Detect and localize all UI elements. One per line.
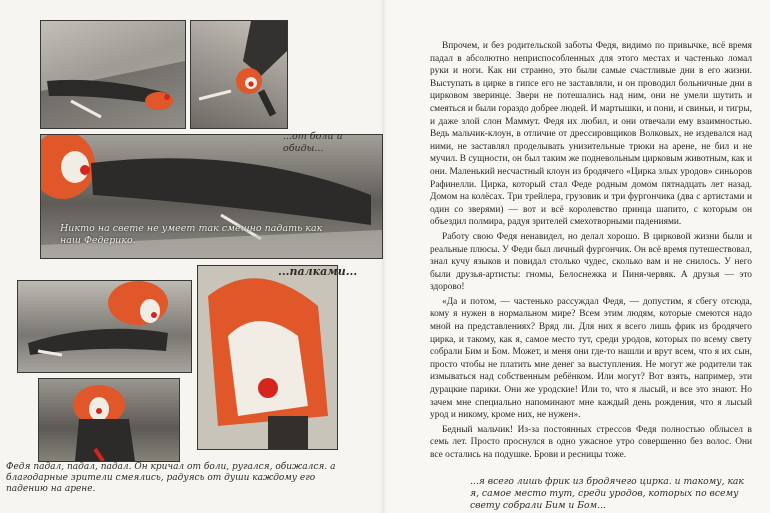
fallen-clown-drawing bbox=[41, 21, 185, 128]
caption-sticks: ...палками... bbox=[278, 265, 358, 278]
crouching-clown-drawing bbox=[39, 379, 179, 461]
paragraph: «Да и потом, — частенько рассуждал Федя, — допустим, я сбегу отсюда, кому я нужен в нормальном мире? Всем этим людям, которые смеются надо мной на представлениях? Вряд ли. Для них я всего лишь фрик из бродячего цирка, и такому, как я, самое место тут, среди уродов, которых по всему свету собрали Бим и Бом. Может, и меня они где-то нашли и врут всем, что я их сын, просто чтобы не платить мне денег за выступления. Не могут же родители так измываться над собственным ребёнком. Или могут? Вот взять, например, эти дурацкие парики. Они же уродские! Или то, что я лысый, и все это знают. Но зачем мне специально напоминают мне каждый день рождения, что я лысый урод и никому, кроме них, не нужен». bbox=[430, 296, 752, 421]
body-text bbox=[430, 40, 752, 462]
illustration-panel-crying-clown bbox=[197, 265, 338, 450]
paragraph: Бедный мальчик! Из-за постоянных стрессов Федя полностью облысел в семь лет. Просто проснулся в одно ужасное утро совершенно без волос. Они все остались на подушке. Брови и ресницы тоже. bbox=[430, 424, 752, 460]
book-gutter bbox=[382, 0, 390, 513]
caption-freak: ...я всего лишь фрик из бродячего цирка. и такому, как я, самое место тут, среди уродов, которых по всему свету собрали Бим и Бом... bbox=[470, 476, 744, 511]
caption-no-one-falls-funny: Никто на свете не умеет так смешно падать как наш Федерико. bbox=[60, 223, 323, 246]
crying-clown-drawing bbox=[198, 266, 337, 449]
illustration-panel-falling-clown bbox=[190, 20, 288, 129]
falling-clown-drawing bbox=[191, 21, 287, 128]
lying-clown-drawing bbox=[18, 281, 191, 372]
caption-fedya-fell: Федя падал, падал, падал. Он кричал от боли, ругался, обижался. а благодарные зрители смеялись, радуясь от души каждому его падению на арене. bbox=[6, 462, 336, 494]
illustration-panel-crouching-clown bbox=[38, 378, 180, 462]
illustration-panel-fallen-clown bbox=[40, 20, 186, 129]
paragraph: Впрочем, и без родительской заботы Федя, видимо по привычке, всё время падал в абсолютно неприспособленных для этого местах и частенько ломал руки и ноги. Как ни странно, это были самые счастливые дни в его жизни. Выступать в цирке в гипсе его не заставляли, и он проводил больничные дни в цирковом зверинце. Звери не потешались над ним, они не умели шутить и смеяться и были гораздо добрее людей. И мартышки, и пони, и свиньи, и тигры, и даже злой слон Маммут. Федя их любил, и они отвечали ему взаимностью. Ведь мальчик-клоун, в отличие от дрессировщиков Волковых, не издевался над ними, не заставлял проделывать унизительные трюки на арене, не бил и не мучил. В сущности, он был таким же подневольным цирковым животным, как и они. Маленький несчастный клоун из бродячего «Цирка злых уродов» синьоров Рафинелли. Цирка, который стал Феде родным домом пятнадцать лет назад. Домом на колёсах. Три трейлера, грузовик и три фургончика (два с артистами и один со зверями) — вот и всё королевство принца шапито, с которым он объездил полмира, радуя зрителей смехотворными падениями. bbox=[430, 41, 752, 228]
illustration-panel-lying-clown bbox=[17, 280, 192, 373]
paragraph: Работу свою Федя ненавидел, но делал хорошо. В цирковой жизни были и реальные плюсы. У Феди был личный фургончик. Он всё время путешествовал, знал кучу языков и повидал столько чудес, сколько вам и не снилось. У него были друзья-артисты: гномы, Белоснежка и Пиня-червяк. А друзья — это здорово! bbox=[430, 231, 752, 293]
caption-pain: ...от боли и обиды... bbox=[283, 131, 343, 154]
